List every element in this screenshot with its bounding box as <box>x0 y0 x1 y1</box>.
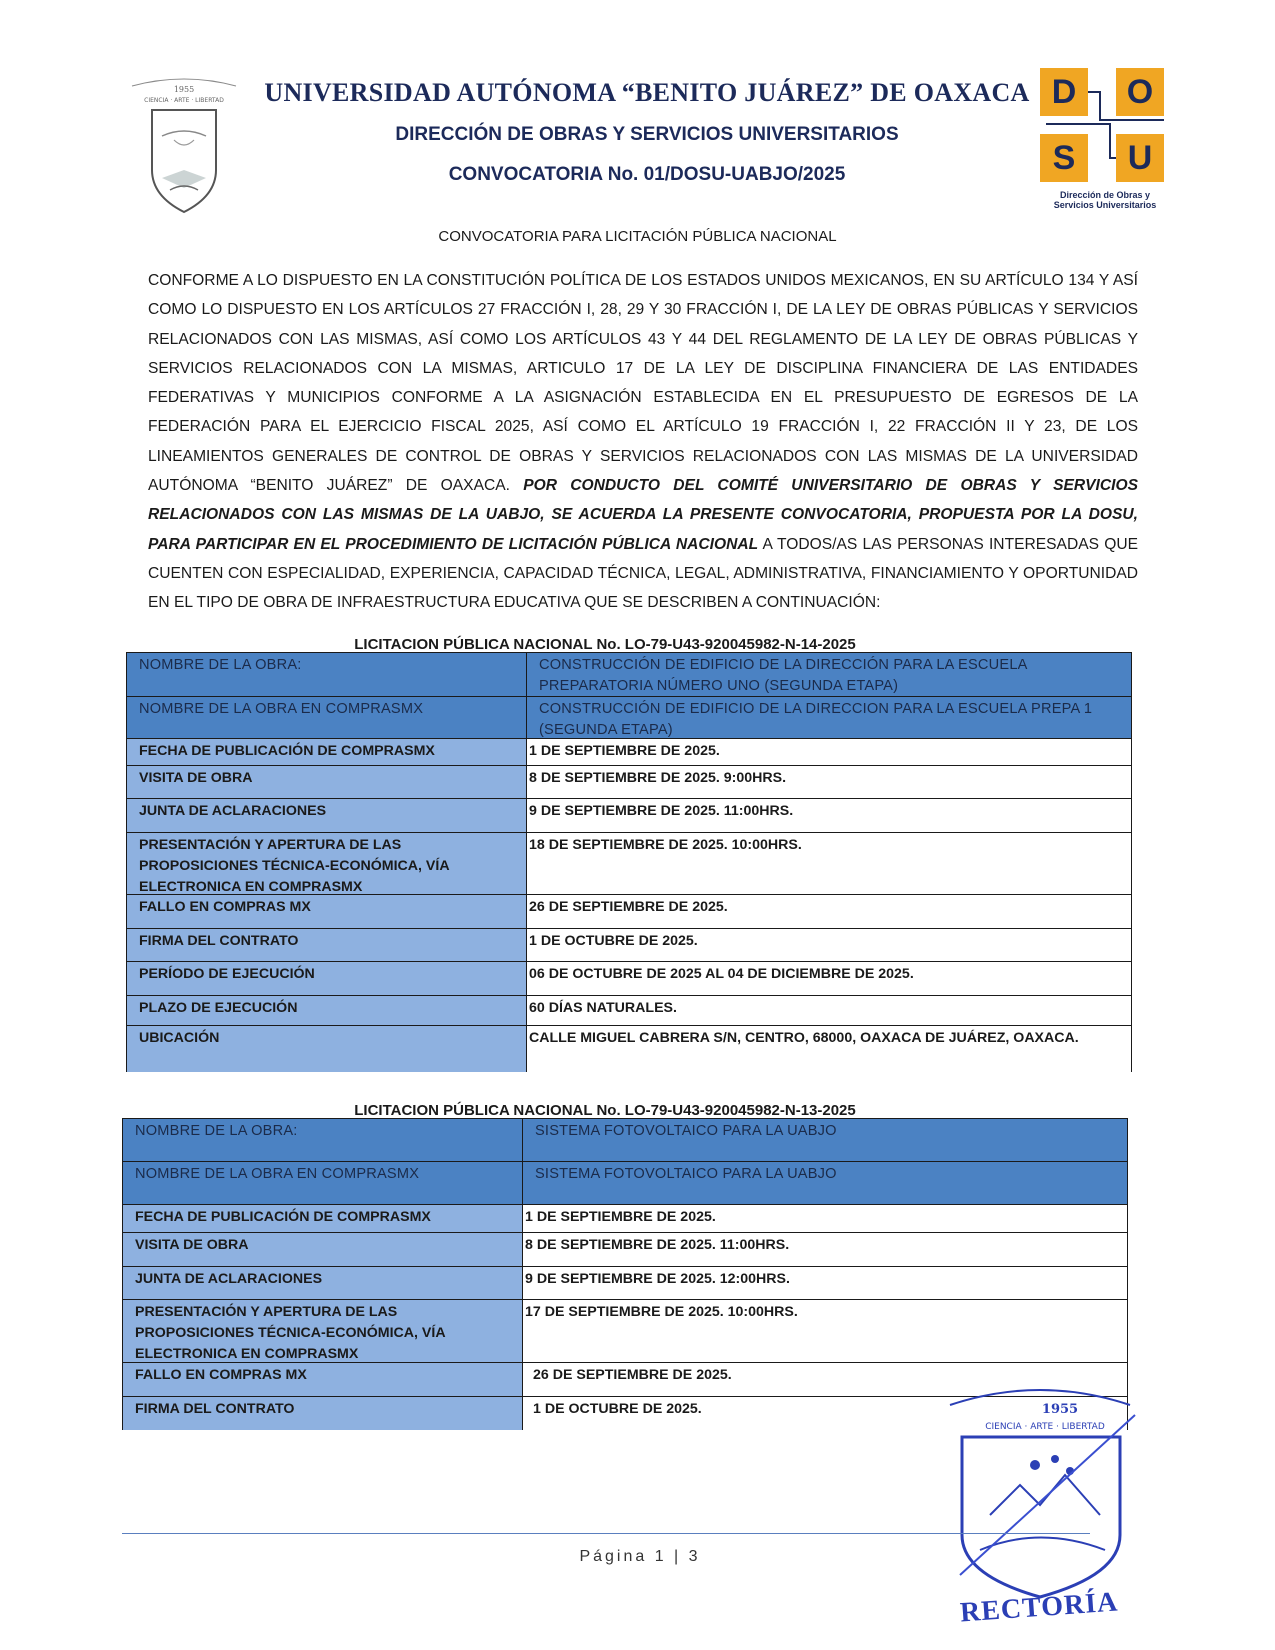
stamp-year: 1955 <box>1041 1402 1079 1417</box>
seal-motto: CIENCIA · ARTE · LIBERTAD <box>144 97 224 104</box>
row-value: 18 DE SEPTIEMBRE DE 2025. 10:00HRS. <box>527 833 1131 895</box>
row-value: 1 DE OCTUBRE DE 2025. <box>523 1397 1127 1430</box>
row-label: UBICACIÓN <box>127 1026 527 1072</box>
table1-title: LICITACION PÚBLICA NACIONAL No. LO-79-U43-920045982-N-14-2025 <box>354 636 856 653</box>
seal-year: 1955 <box>173 85 195 94</box>
table-row <box>123 1266 1127 1300</box>
table-row <box>127 653 1131 696</box>
row-label: FECHA DE PUBLICACIÓN DE COMPRASMX <box>123 1205 523 1233</box>
row-value: 17 DE SEPTIEMBRE DE 2025. 10:00HRS. <box>523 1300 1127 1363</box>
row-label: PERÍODO DE EJECUCIÓN <box>127 962 527 996</box>
row-label: PRESENTACIÓN Y APERTURA DE LAS PROPOSICIONES TÉCNICA-ECONÓMICA, VÍA ELECTRONICA EN COMPRASMX <box>127 833 527 895</box>
table-row <box>127 928 1131 962</box>
dosu-letter-o: O <box>1116 68 1164 116</box>
table-row <box>123 1204 1127 1233</box>
row-value: 8 DE SEPTIEMBRE DE 2025. 11:00HRS. <box>523 1233 1127 1267</box>
call-type: CONVOCATORIA PARA LICITACIÓN PÚBLICA NACIONAL <box>438 228 837 245</box>
dosu-connector-icon <box>1040 68 1170 188</box>
row-label: VISITA DE OBRA <box>127 766 527 799</box>
table-row <box>127 798 1131 833</box>
row-value: 26 DE SEPTIEMBRE DE 2025. <box>523 1363 1127 1397</box>
row-label: NOMBRE DE LA OBRA: <box>127 653 527 696</box>
row-value: 1 DE SEPTIEMBRE DE 2025. <box>527 739 1131 766</box>
stamp-rectoria-text: RECTORÍA <box>959 1586 1120 1629</box>
row-label: NOMBRE DE LA OBRA: <box>123 1119 523 1161</box>
table-row <box>127 765 1131 799</box>
row-value: CONSTRUCCIÓN DE EDIFICIO DE LA DIRECCIÓN PARA LA ESCUELA PREPARATORIA NÚMERO UNO (SEGUNDA ETAPA) <box>527 653 1131 696</box>
table-row <box>127 894 1131 929</box>
row-value: 1 DE SEPTIEMBRE DE 2025. <box>523 1205 1127 1233</box>
table-row <box>123 1299 1127 1363</box>
dosu-caption: Dirección de Obras y Servicios Universitarios <box>1053 190 1157 210</box>
table1 <box>126 652 1132 1072</box>
row-label: JUNTA DE ACLARACIONES <box>127 799 527 833</box>
call-number: CONVOCATORIA No. 01/DOSU-UABJO/2025 <box>448 164 846 185</box>
row-value: 06 DE OCTUBRE DE 2025 AL 04 DE DICIEMBRE DE 2025. <box>527 962 1131 996</box>
footer-divider <box>122 1533 1090 1534</box>
row-label: PLAZO DE EJECUCIÓN <box>127 996 527 1026</box>
table-row <box>127 1025 1131 1072</box>
row-label: JUNTA DE ACLARACIONES <box>123 1267 523 1300</box>
table-row <box>123 1161 1127 1205</box>
row-value: CALLE MIGUEL CABRERA S/N, CENTRO, 68000, OAXACA DE JUÁREZ, OAXACA. <box>527 1026 1131 1072</box>
table-row <box>127 961 1131 996</box>
row-value: 8 DE SEPTIEMBRE DE 2025. 9:00HRS. <box>527 766 1131 799</box>
table-row <box>123 1119 1127 1161</box>
row-label: FALLO EN COMPRAS MX <box>127 895 527 929</box>
row-label: FECHA DE PUBLICACIÓN DE COMPRASMX <box>127 739 527 766</box>
row-value: 9 DE SEPTIEMBRE DE 2025. 12:00HRS. <box>523 1267 1127 1300</box>
dosu-logo <box>1040 68 1170 213</box>
table2-title: LICITACION PÚBLICA NACIONAL No. LO-79-U43-920045982-N-13-2025 <box>354 1102 856 1119</box>
table-row <box>127 995 1131 1026</box>
university-seal-icon <box>122 78 246 218</box>
table-row <box>127 832 1131 895</box>
row-value: 9 DE SEPTIEMBRE DE 2025. 11:00HRS. <box>527 799 1131 833</box>
row-value: 1 DE OCTUBRE DE 2025. <box>527 929 1131 962</box>
legal-paragraph <box>148 266 1138 618</box>
table-row <box>123 1232 1127 1267</box>
dosu-letter-u: U <box>1116 134 1164 182</box>
row-value: CONSTRUCCIÓN DE EDIFICIO DE LA DIRECCION PARA LA ESCUELA PREPA 1 (SEGUNDA ETAPA) <box>527 697 1131 739</box>
direction-title: DIRECCIÓN DE OBRAS Y SERVICIOS UNIVERSITARIOS <box>395 124 899 145</box>
row-label: NOMBRE DE LA OBRA EN COMPRASMX <box>123 1162 523 1205</box>
table-row <box>127 738 1131 766</box>
stamp-motto: CIENCIA · ARTE · LIBERTAD <box>985 1422 1105 1432</box>
row-value: 60 DÍAS NATURALES. <box>527 996 1131 1026</box>
dosu-letter-d: D <box>1040 68 1088 116</box>
row-label: FIRMA DEL CONTRATO <box>123 1397 523 1430</box>
paragraph-bold-text: POR CONDUCTO DEL COMITÉ UNIVERSITARIO DE OBRAS Y SERVICIOS RELACIONADOS CON LAS MISMAS DE LA UABJO, SE ACUERDA LA PRESENTE CONVOCATORIA, PROPUESTA POR LA DOSU, PARA PARTICIPAR EN EL PROCEDIMIENTO DE LICITACIÓN PÚBLICA NACIONAL <box>148 477 1138 553</box>
row-label: VISITA DE OBRA <box>123 1233 523 1267</box>
table-row <box>127 696 1131 739</box>
row-label: PRESENTACIÓN Y APERTURA DE LAS PROPOSICIONES TÉCNICA-ECONÓMICA, VÍA ELECTRONICA EN COMPRASMX <box>123 1300 523 1363</box>
row-value: SISTEMA FOTOVOLTAICO PARA LA UABJO <box>523 1119 1127 1161</box>
row-label: FALLO EN COMPRAS MX <box>123 1363 523 1397</box>
paragraph-text-2: A TODOS/AS LAS PERSONAS INTERESADAS QUE CUENTEN CON ESPECIALIDAD, EXPERIENCIA, CAPACIDAD TÉCNICA, LEGAL, ADMINISTRATIVA, FINANCIAMIENTO Y OPORTUNIDAD EN EL TIPO DE OBRA DE INFRAESTRUCTURA EDUCATIVA QUE SE DESCRIBEN A CONTINUACIÓN: <box>148 535 1139 612</box>
row-value: SISTEMA FOTOVOLTAICO PARA LA UABJO <box>523 1162 1127 1205</box>
dosu-letter-s: S <box>1040 134 1088 182</box>
row-label: NOMBRE DE LA OBRA EN COMPRASMX <box>127 697 527 739</box>
paragraph-text-1: CONFORME A LO DISPUESTO EN LA CONSTITUCIÓN POLÍTICA DE LOS ESTADOS UNIDOS MEXICANOS, EN SU ARTÍCULO 134 Y ASÍ COMO LO DISPUESTO EN LOS ARTÍCULOS 27 FRACCIÓN I, 28, 29 Y 30 FRACCIÓN I, DE LA LEY DE OBRAS PÚBLICAS Y SERVICIOS RELACIONADOS CON LAS MISMAS, ASÍ COMO LOS ARTÍCULOS 43 Y 44 DEL REGLAMENTO DE LA LEY DE OBRAS PÚBLICAS Y SERVICIOS RELACIONADOS CON LA MISMAS, ARTICULO 17 DE LA LEY DE DISCIPLINA FINANCIERA DE LAS ENTIDADES FEDERATIVAS Y MUNICIPIOS CONFORME A LA ASIGNACIÓN ESTABLECIDA EN EL PRESUPUESTO DE EGRESOS DE LA FEDERACIÓN PARA EL EJERCICIO FISCAL 2025, ASÍ COMO EL ARTÍCULO 19 FRACCIÓN I, 22 FRACCIÓN II Y 23, DE LOS LINEAMIENTOS GENERALES DE CONTROL DE OBRAS Y SERVICIOS RELACIONADOS CON LAS MISMAS DE LA UNIVERSIDAD AUTÓNOMA “BENITO JUÁREZ” DE OAXACA. <box>148 272 1138 495</box>
page-number: Página 1 | 3 <box>579 1548 701 1565</box>
row-value: 26 DE SEPTIEMBRE DE 2025. <box>527 895 1131 929</box>
row-label: FIRMA DEL CONTRATO <box>127 929 527 962</box>
university-title: UNIVERSIDAD AUTÓNOMA “BENITO JUÁREZ” DE OAXACA <box>264 78 1030 107</box>
